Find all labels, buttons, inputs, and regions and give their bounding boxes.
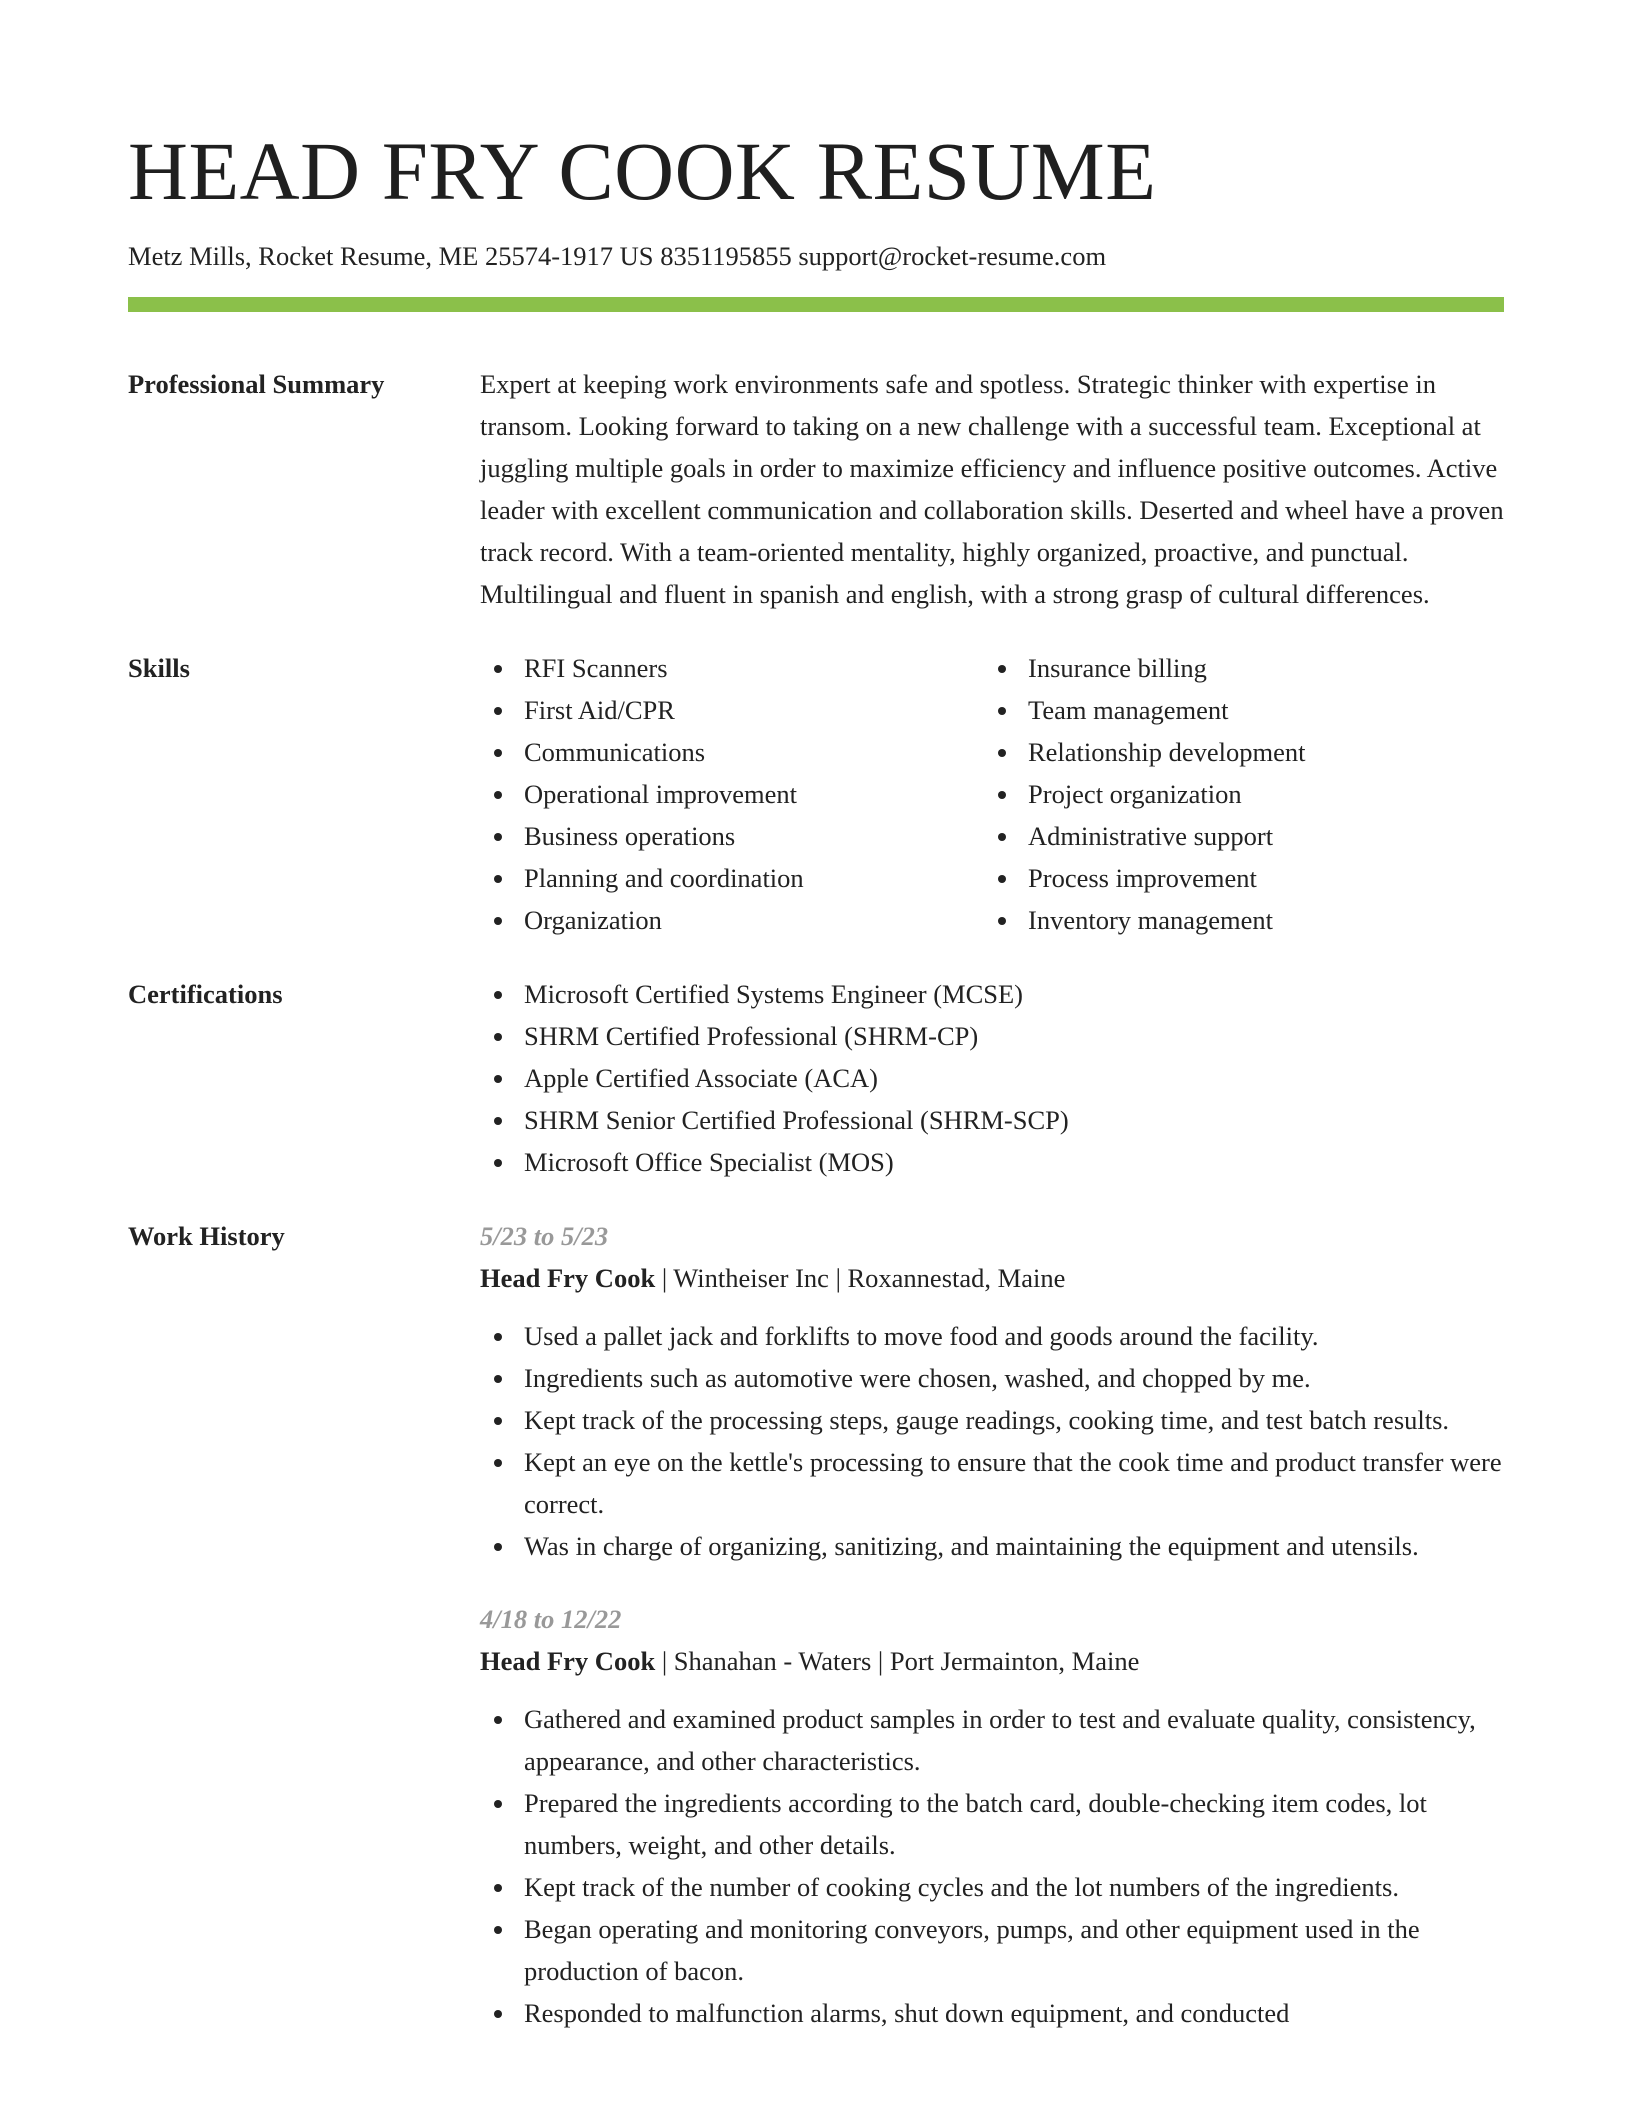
skills-list-left	[480, 647, 984, 941]
skill-item: Planning and coordination	[480, 857, 984, 899]
contact-email: support@rocket-resume.com	[798, 241, 1107, 271]
job-location: Roxannestad, Maine	[847, 1262, 1066, 1293]
job-title: Head Fry Cook	[480, 1262, 656, 1293]
job-title-line: Head Fry Cook | Shanahan - Waters | Port Jermainton, Maine	[480, 1645, 1140, 1676]
job-dates: 5/23 to 5/23	[480, 1220, 609, 1251]
job-duty: Prepared the ingredients according to the batch card, double-checking item codes, lot numbers, weight, and other details.	[480, 1782, 1504, 1866]
certifications-label: Certifications	[128, 978, 283, 1009]
skills-list-right	[984, 647, 1488, 941]
skills-section	[128, 647, 1504, 941]
certification-item: SHRM Certified Professional (SHRM-CP)	[480, 1015, 1504, 1057]
job-title-line: Head Fry Cook | Wintheiser Inc | Roxannestad, Maine	[480, 1262, 1066, 1293]
skill-item: Administrative support	[984, 815, 1488, 857]
certification-item: Apple Certified Associate (ACA)	[480, 1057, 1504, 1099]
contact-address: Metz Mills, Rocket Resume, ME 25574-1917 US	[128, 241, 654, 271]
certification-item: Microsoft Office Specialist (MOS)	[480, 1141, 1504, 1183]
skill-item: Inventory management	[984, 899, 1488, 941]
certification-item: SHRM Senior Certified Professional (SHRM-SCP)	[480, 1099, 1504, 1141]
skill-item: RFI Scanners	[480, 647, 984, 689]
skill-item: Process improvement	[984, 857, 1488, 899]
summary-label: Professional Summary	[128, 368, 385, 399]
job-duty: Kept track of the processing steps, gauge readings, cooking time, and test batch results.	[480, 1399, 1504, 1441]
skills-label: Skills	[128, 652, 190, 683]
skill-item: Team management	[984, 689, 1488, 731]
skill-item: Organization	[480, 899, 984, 941]
job-duties-list	[480, 1315, 1504, 1567]
skill-item: Communications	[480, 731, 984, 773]
summary-section	[128, 363, 1504, 615]
job-duty: Gathered and examined product samples in order to test and evaluate quality, consistency, appearance, and other characteristics.	[480, 1698, 1504, 1782]
work-history-label: Work History	[128, 1220, 285, 1251]
job-title: Head Fry Cook	[480, 1645, 656, 1676]
certification-item: Microsoft Certified Systems Engineer (MCSE)	[480, 973, 1504, 1015]
skill-item: First Aid/CPR	[480, 689, 984, 731]
job-entry	[480, 1215, 1504, 1567]
skill-item: Insurance billing	[984, 647, 1488, 689]
job-duty: Began operating and monitoring conveyors, pumps, and other equipment used in the production of bacon.	[480, 1908, 1504, 1992]
skill-item: Business operations	[480, 815, 984, 857]
certifications-list	[480, 973, 1504, 1183]
job-duty: Ingredients such as automotive were chosen, washed, and chopped by me.	[480, 1357, 1504, 1399]
job-duty: Used a pallet jack and forklifts to move food and goods around the facility.	[480, 1315, 1504, 1357]
skill-item: Project organization	[984, 773, 1488, 815]
job-duty: Responded to malfunction alarms, shut down equipment, and conducted	[480, 1992, 1504, 2034]
job-duty: Kept track of the number of cooking cycles and the lot numbers of the ingredients.	[480, 1866, 1504, 1908]
skill-item: Operational improvement	[480, 773, 984, 815]
accent-divider	[128, 297, 1504, 312]
skill-item: Relationship development	[984, 731, 1488, 773]
job-dates: 4/18 to 12/22	[480, 1603, 622, 1634]
contact-phone: 8351195855	[660, 241, 792, 271]
job-entry	[480, 1598, 1504, 2034]
job-location: Port Jermainton, Maine	[889, 1645, 1140, 1676]
certifications-section	[128, 973, 1504, 1183]
job-duties-list	[480, 1698, 1504, 2034]
page-title: HEAD FRY COOK RESUME	[128, 125, 1157, 217]
job-company: Shanahan - Waters	[673, 1645, 872, 1676]
work-history-section	[128, 1215, 1504, 2034]
job-company: Wintheiser Inc	[673, 1262, 829, 1293]
summary-text: Expert at keeping work environments safe and spotless. Strategic thinker with expertise in transom. Looking forward to taking on a new challenge with a successful team. Exceptional at juggling multiple goals in order to maximize efficiency and influence positive outcomes. Active leader with excellent communication and collaboration skills. Deserted and wheel have a proven track record. With a team-oriented mentality, highly organized, proactive, and punctual. Multilingual and fluent in spanish and english, with a strong grasp of cultural differences.	[480, 368, 1504, 609]
job-duty: Kept an eye on the kettle's processing to ensure that the cook time and product transfer were correct.	[480, 1441, 1504, 1525]
job-duty: Was in charge of organizing, sanitizing, and maintaining the equipment and utensils.	[480, 1525, 1504, 1567]
contact-line	[128, 241, 1504, 273]
